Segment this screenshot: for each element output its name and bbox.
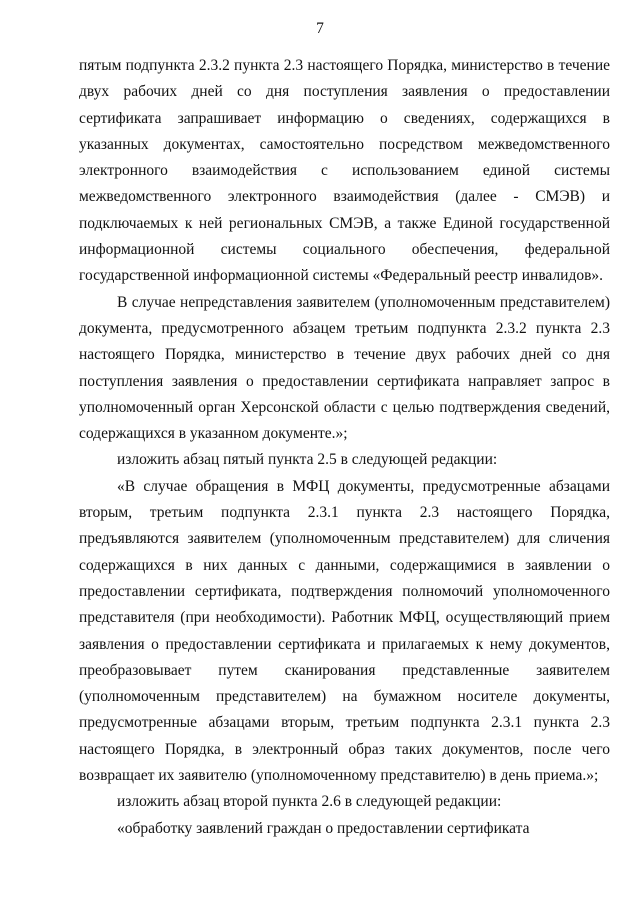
page-body: [79, 53, 610, 842]
page-number: 7: [316, 20, 324, 37]
paragraph-mfc-quote: «В случае обращения в МФЦ документы, предусмотренные абзацами вторым, третьим подпункта 2.3.1 пункта 2.3 настоящего Порядка, предъявляются заявителем (уполномоченным представителем) для сличения содержащихся в них данных с данными, содержащимися в заявлении о предоставлении сертификата, подтверждения полномочий уполномоченного представителя (при необходимости). Работник МФЦ, осуществляющий прием заявления о предоставлении сертификата и прилагаемых к нему документов, преобразовывает путем сканирования представленные заявителем (уполномоченным представителем) на бумажном носителе документы, предусмотренные абзацами вторым, третьим подпункта 2.3.1 пункта 2.3 настоящего Порядка, в электронный образ таких документов, после чего возвращает их заявителю (уполномоченному представителю) в день приема.»;: [79, 477, 610, 785]
paragraph-nonsubmission: В случае непредставления заявителем (уполномоченным представителем) документа, предусмотренного абзацем третьим подпункта 2.3.2 пункта 2.3 настоящего Порядка, министерство в течение двух рабочих дней со дня поступления заявления о предоставлении сертификата направляет запрос в уполномоченный орган Херсонской области с целью подтверждения сведений, содержащихся в указанном документе.»;: [79, 293, 610, 443]
paragraph-processing-quote: «обработку заявлений граждан о предоставлении сертификата: [117, 819, 530, 837]
paragraph-continuation: пятым подпункта 2.3.2 пункта 2.3 настоящего Порядка, министерство в течение двух рабочих дней со дня поступления заявления о предоставлении сертификата запрашивает информацию о сведениях, содержащихся в указанных документах, самостоятельно посредством межведомственного электронного взаимодействия с использованием единой системы межведомственного электронного взаимодействия (далее - СМЭВ) и подключаемых к ней региональных СМЭВ, а также Единой государственной информационной системы социального обеспечения, федеральной государственной информационной системы «Федеральный реестр инвалидов».: [79, 57, 610, 285]
paragraph-instruction-2-5: изложить абзац пятый пункта 2.5 в следующей редакции:: [117, 451, 498, 469]
paragraph-instruction-2-6: изложить абзац второй пункта 2.6 в следующей редакции:: [117, 793, 502, 811]
